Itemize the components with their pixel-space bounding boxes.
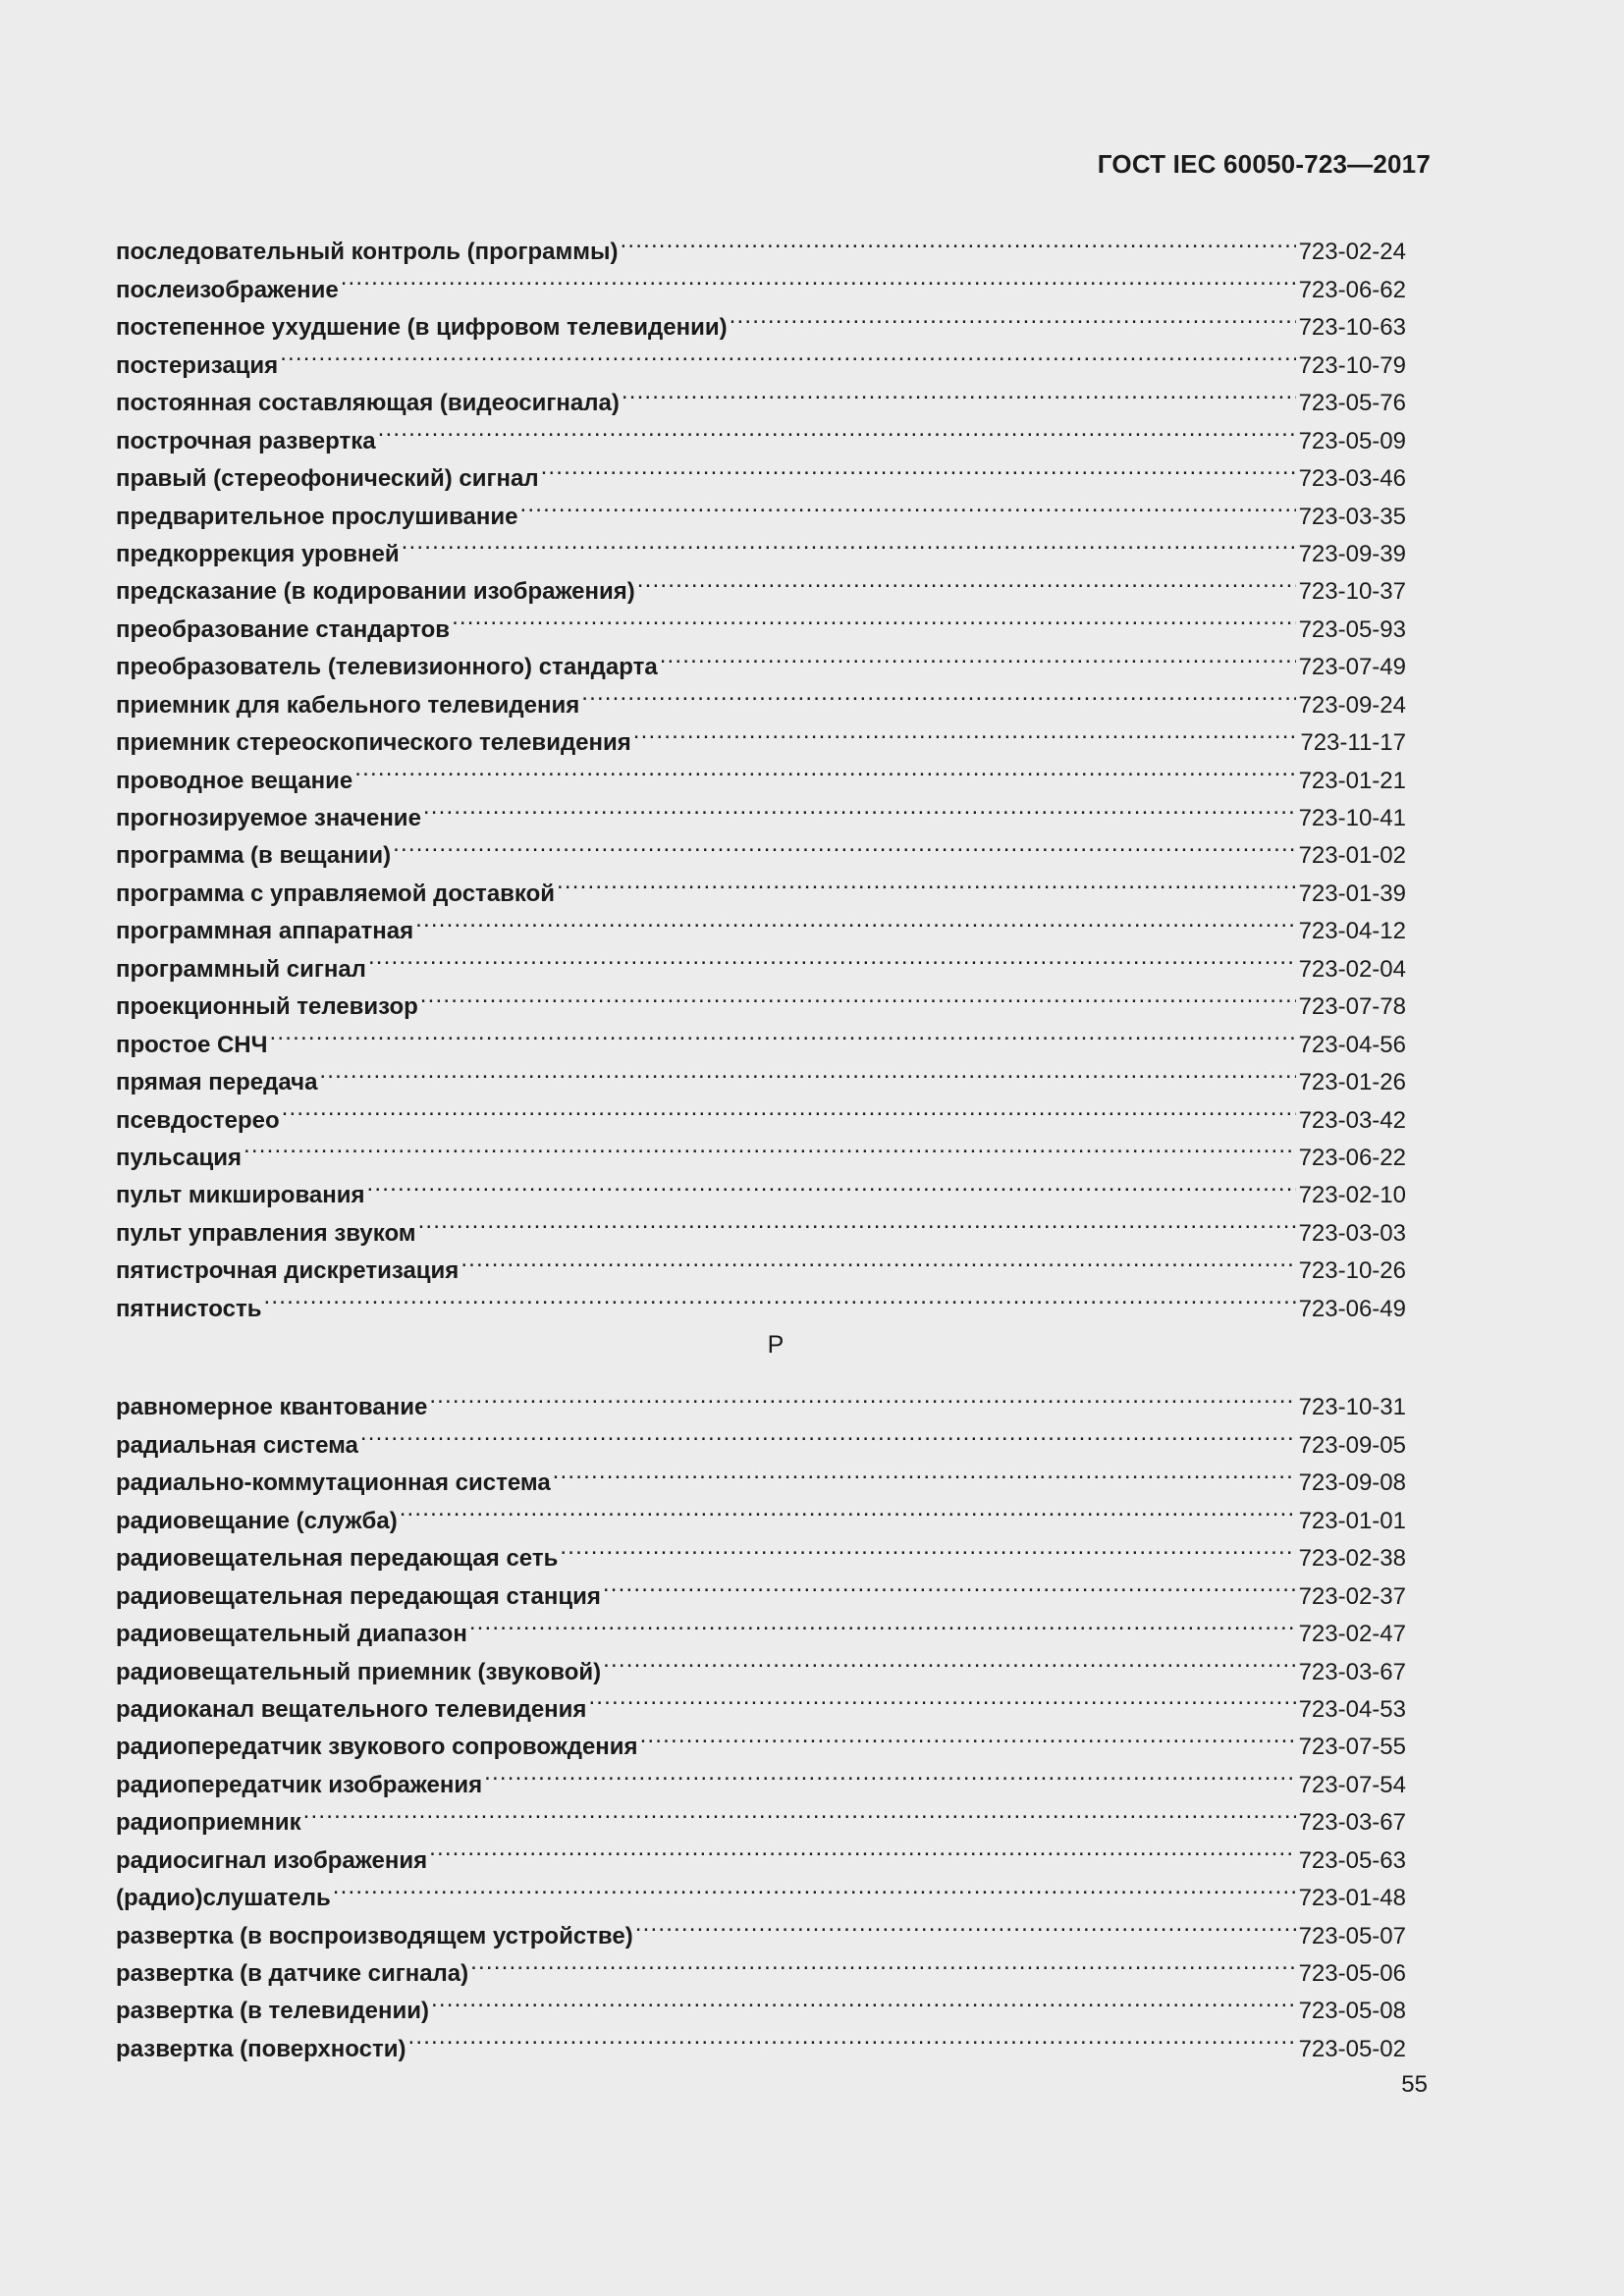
index-code: 723-03-67 — [1298, 1809, 1406, 1837]
index-entry — [116, 1278, 1406, 1322]
index-code: 723-07-54 — [1298, 1771, 1406, 1798]
index-code: 723-09-39 — [1298, 540, 1406, 567]
index-code: 723-01-02 — [1298, 842, 1406, 870]
dot-leader — [637, 561, 1296, 599]
index-list-section-1 — [116, 222, 1406, 1322]
dot-leader — [484, 1754, 1295, 1791]
dot-leader — [282, 1090, 1296, 1127]
dot-leader — [431, 1981, 1296, 2018]
index-code: 723-10-63 — [1298, 314, 1406, 342]
index-term: построчная развертка — [116, 427, 376, 454]
index-term: программа с управляемой доставкой — [116, 880, 556, 907]
index-code: 723-03-35 — [1298, 503, 1406, 530]
dot-leader — [368, 938, 1296, 976]
dot-leader — [470, 1944, 1295, 1981]
index-code: 723-01-01 — [1298, 1507, 1406, 1534]
page-number: 55 — [1401, 2071, 1428, 2098]
index-code: 723-09-24 — [1298, 691, 1406, 719]
dot-leader — [557, 863, 1296, 900]
index-code: 723-10-79 — [1298, 351, 1406, 379]
index-code: 723-03-42 — [1298, 1106, 1406, 1134]
index-code: 723-06-49 — [1298, 1295, 1406, 1322]
index-code: 723-07-78 — [1298, 993, 1406, 1021]
index-term: радиопередатчик звукового сопровождения — [116, 1734, 638, 1761]
index-term: равномерное квантование — [116, 1394, 428, 1421]
index-term: приемник для кабельного телевидения — [116, 691, 580, 719]
dot-leader — [469, 1604, 1296, 1641]
dot-leader — [341, 259, 1296, 296]
index-code: 723-01-39 — [1298, 880, 1406, 907]
index-term: прямая передача — [116, 1069, 318, 1096]
index-term: постоянная составляющая (видеосигнала) — [116, 390, 620, 417]
index-entry — [116, 1165, 1406, 1209]
index-entry — [116, 373, 1406, 417]
index-entry — [116, 335, 1406, 379]
index-code: 723-05-63 — [1298, 1846, 1406, 1874]
index-term: приемник стереоскопического телевидения — [116, 729, 631, 757]
index-term: постеризация — [116, 351, 279, 379]
index-code: 723-10-31 — [1298, 1394, 1406, 1421]
index-term: радиосигнал изображения — [116, 1846, 428, 1874]
dot-leader — [553, 1453, 1296, 1490]
index-code: 723-05-07 — [1298, 1922, 1406, 1949]
index-code: 723-09-08 — [1298, 1469, 1406, 1497]
index-code: 723-07-49 — [1298, 654, 1406, 681]
dot-leader — [280, 335, 1295, 372]
index-code: 723-05-09 — [1298, 427, 1406, 454]
dot-leader — [588, 1680, 1295, 1717]
dot-leader — [303, 1792, 1296, 1830]
dot-leader — [603, 1566, 1296, 1603]
index-term: радиальная система — [116, 1431, 358, 1459]
index-term: развертка (в датчике сигнала) — [116, 1960, 469, 1987]
dot-leader — [366, 1165, 1295, 1202]
index-code: 723-04-56 — [1298, 1031, 1406, 1058]
index-entry — [116, 1052, 1406, 1096]
index-term: пятнистость — [116, 1295, 262, 1322]
index-code: 723-03-46 — [1298, 465, 1406, 493]
dot-leader — [603, 1641, 1295, 1679]
dot-leader — [400, 1490, 1296, 1527]
index-term: радиовещательный приемник (звуковой) — [116, 1658, 602, 1685]
index-code: 723-05-02 — [1298, 2035, 1406, 2062]
dot-leader — [519, 486, 1295, 523]
index-code: 723-02-24 — [1298, 239, 1406, 266]
index-term: радиоприемник — [116, 1809, 301, 1837]
index-term: развертка (в телевидении) — [116, 1998, 430, 2025]
index-code: 723-02-04 — [1298, 955, 1406, 983]
index-code: 723-02-38 — [1298, 1545, 1406, 1573]
dot-leader — [541, 449, 1296, 486]
dot-leader — [730, 297, 1296, 335]
index-term: развертка (в воспроизводящем устройстве) — [116, 1922, 633, 1949]
index-code: 723-04-53 — [1298, 1695, 1406, 1723]
dot-leader — [407, 2018, 1295, 2056]
dot-leader — [264, 1278, 1296, 1315]
document-header: ГОСТ IEC 60050-723—2017 — [1097, 149, 1431, 179]
dot-leader — [633, 713, 1298, 750]
index-entry — [116, 1128, 1406, 1171]
dot-leader — [420, 977, 1296, 1014]
dot-leader — [360, 1415, 1296, 1452]
dot-leader — [622, 373, 1296, 410]
dot-leader — [378, 410, 1296, 448]
dot-leader — [393, 826, 1295, 863]
index-code: 723-05-76 — [1298, 390, 1406, 417]
index-code: 723-02-10 — [1298, 1182, 1406, 1209]
index-term: последовательный контроль (программы) — [116, 239, 619, 266]
dot-leader — [635, 1905, 1296, 1943]
index-code: 723-01-21 — [1298, 767, 1406, 794]
index-entry — [116, 1090, 1406, 1134]
index-code: 723-07-55 — [1298, 1734, 1406, 1761]
index-code: 723-05-08 — [1298, 1998, 1406, 2025]
index-code: 723-02-47 — [1298, 1621, 1406, 1648]
dot-leader — [429, 1377, 1295, 1415]
index-code: 723-11-17 — [1300, 729, 1406, 757]
index-code: 723-04-12 — [1298, 918, 1406, 945]
index-term: постепенное ухудшение (в цифровом телевидении) — [116, 314, 728, 342]
section-letter: Р — [767, 1331, 785, 1359]
dot-leader — [415, 901, 1295, 938]
index-term: псевдостерео — [116, 1106, 280, 1134]
index-code: 723-05-06 — [1298, 1960, 1406, 1987]
index-term: преобразование стандартов — [116, 615, 451, 643]
index-entry — [116, 1377, 1406, 1421]
index-term: радиовещательный диапазон — [116, 1621, 467, 1648]
index-entry — [116, 1830, 1406, 1874]
index-term: прогнозируемое значение — [116, 805, 421, 831]
index-entry — [116, 1014, 1406, 1058]
index-term: предкоррекция уровней — [116, 540, 400, 567]
dot-leader — [452, 599, 1296, 636]
index-term: послеизображение — [116, 276, 339, 303]
index-term: радиопередатчик изображения — [116, 1771, 483, 1798]
index-code: 723-03-03 — [1298, 1219, 1406, 1247]
dot-leader — [244, 1128, 1296, 1165]
index-term: предварительное прослушивание — [116, 503, 518, 530]
index-term: программа (в вещании) — [116, 842, 392, 870]
dot-leader — [660, 637, 1296, 674]
index-code: 723-01-48 — [1298, 1885, 1406, 1912]
index-term: пульт микширования — [116, 1182, 365, 1209]
index-code: 723-05-93 — [1298, 615, 1406, 643]
dot-leader — [270, 1014, 1296, 1051]
index-code: 723-10-41 — [1298, 805, 1406, 831]
index-term: радиоканал вещательного телевидения — [116, 1695, 587, 1723]
index-entry — [116, 222, 1406, 266]
index-term: радиально-коммутационная система — [116, 1469, 551, 1497]
index-code: 723-06-22 — [1298, 1144, 1406, 1171]
index-term: радиовещательная передающая станция — [116, 1582, 601, 1610]
index-entry — [116, 1792, 1406, 1837]
index-term: простое СНЧ — [116, 1031, 268, 1058]
dot-leader — [429, 1830, 1296, 1867]
index-code: 723-10-26 — [1298, 1257, 1406, 1285]
index-term: радиовещательная передающая сеть — [116, 1545, 559, 1573]
index-term: пятистрочная дискретизация — [116, 1257, 460, 1285]
index-term: радиовещание (служба) — [116, 1507, 398, 1534]
index-code: 723-10-37 — [1298, 578, 1406, 606]
dot-leader — [319, 1052, 1295, 1090]
dot-leader — [423, 788, 1296, 826]
dot-leader — [640, 1717, 1296, 1754]
index-term: развертка (поверхности) — [116, 2035, 406, 2062]
dot-leader — [460, 1241, 1295, 1278]
index-term: (радио)слушатель — [116, 1885, 331, 1912]
index-list-section-2 — [116, 1377, 1406, 2062]
dot-leader — [333, 1868, 1296, 1905]
index-term: предсказание (в кодировании изображения) — [116, 578, 635, 606]
index-code: 723-06-62 — [1298, 276, 1406, 303]
index-term: программный сигнал — [116, 955, 366, 983]
index-code: 723-02-37 — [1298, 1582, 1406, 1610]
dot-leader — [418, 1202, 1296, 1240]
index-term: пульсация — [116, 1144, 243, 1171]
dot-leader — [620, 222, 1295, 259]
index-code: 723-01-26 — [1298, 1069, 1406, 1096]
index-term: пульт управления звуком — [116, 1219, 416, 1247]
index-term: проекционный телевизор — [116, 993, 418, 1021]
dot-leader — [560, 1528, 1295, 1566]
index-term: преобразователь (телевизионного) стандарта — [116, 654, 658, 681]
index-term: правый (стереофонический) сигнал — [116, 465, 539, 493]
index-code: 723-09-05 — [1298, 1431, 1406, 1459]
dot-leader — [402, 524, 1296, 561]
dot-leader — [354, 750, 1295, 787]
index-term: программная аппаратная — [116, 918, 414, 945]
index-code: 723-03-67 — [1298, 1658, 1406, 1685]
index-term: проводное вещание — [116, 767, 353, 794]
dot-leader — [581, 674, 1295, 712]
